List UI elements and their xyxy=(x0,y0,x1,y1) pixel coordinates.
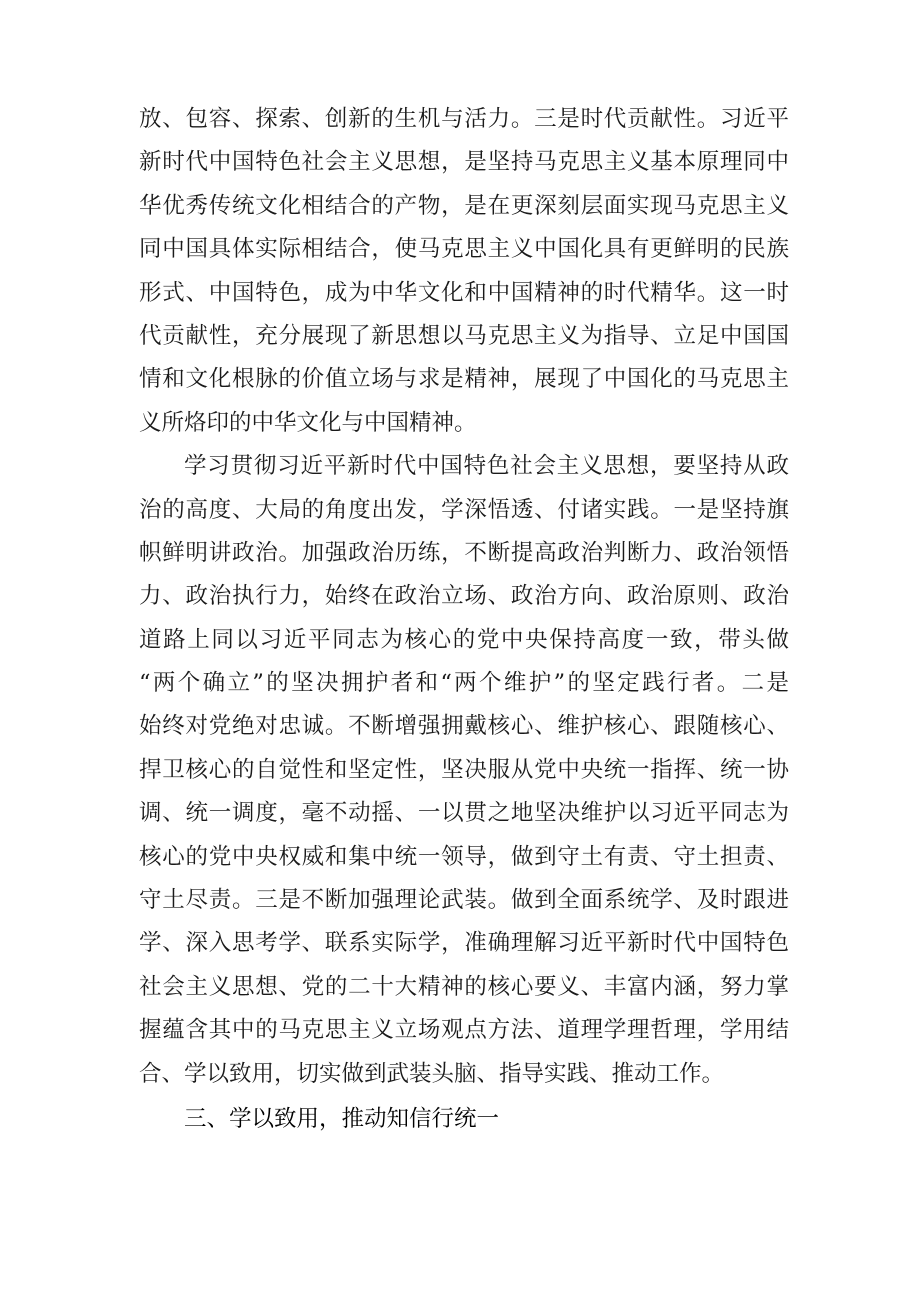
paragraph-line: 情和文化根脉的价值立场与求是精神，展现了中国化的马克思主 xyxy=(139,366,789,393)
paragraph-line: 握蕴含其中的马克思主义立场观点方法、道理学理哲理，学用结 xyxy=(139,1017,789,1044)
paragraph-line: 捍卫核心的自觉性和坚定性，坚决服从党中央统一指挥、统一协 xyxy=(139,756,789,783)
paragraph-line: 同中国具体实际相结合，使马克思主义中国化具有更鲜明的民族 xyxy=(139,236,789,263)
paragraph-1 xyxy=(139,98,789,445)
document-body xyxy=(139,98,789,1141)
paragraph-line: 调、统一调度，毫不动摇、一以贯之地坚决维护以习近平同志为 xyxy=(139,800,789,827)
paragraph-line: 学习贯彻习近平新时代中国特色社会主义思想，要坚持从政 xyxy=(184,453,789,480)
paragraph-line: “两个确立”的坚决拥护者和“两个维护”的坚定践行者。二是 xyxy=(139,670,789,697)
paragraph-line: 帜鲜明讲政治。加强政治历练，不断提高政治判断力、政治领悟 xyxy=(139,539,789,566)
paragraph-line: 治的高度、大局的角度出发，学深悟透、付诸实践。一是坚持旗 xyxy=(139,496,789,523)
paragraph-line: 义所烙印的中华文化与中国精神。 xyxy=(139,409,477,436)
paragraph-line: 始终对党绝对忠诚。不断增强拥戴核心、维护核心、跟随核心、 xyxy=(139,713,789,740)
paragraph-line: 核心的党中央权威和集中统一领导，做到守土有责、守土担责、 xyxy=(139,843,789,870)
paragraph-line: 学、深入思考学、联系实际学，准确理解习近平新时代中国特色 xyxy=(139,930,789,957)
paragraph-line: 守土尽责。三是不断加强理论武装。做到全面系统学、及时跟进 xyxy=(139,887,789,914)
paragraph-line: 道路上同以习近平同志为核心的党中央保持高度一致，带头做 xyxy=(139,626,789,653)
paragraph-2 xyxy=(139,445,789,1096)
paragraph-line: 代贡献性，充分展现了新思想以马克思主义为指导、立足中国国 xyxy=(139,322,789,349)
paragraph-line: 新时代中国特色社会主义思想，是坚持马克思主义基本原理同中 xyxy=(139,149,789,176)
section-heading: 三、学以致用，推动知信行统一 xyxy=(184,1105,500,1132)
paragraph-line: 力、政治执行力，始终在政治立场、政治方向、政治原则、政治 xyxy=(139,583,789,610)
paragraph-line: 华优秀传统文化相结合的产物，是在更深刻层面实现马克思主义 xyxy=(139,192,789,219)
paragraph-line: 社会主义思想、党的二十大精神的核心要义、丰富内涵，努力掌 xyxy=(139,973,789,1000)
paragraph-line: 形式、中国特色，成为中华文化和中国精神的时代精华。这一时 xyxy=(139,279,789,306)
paragraph-line: 放、包容、探索、创新的生机与活力。三是时代贡献性。习近平 xyxy=(139,106,789,132)
paragraph-line: 合、学以致用，切实做到武装头脑、指导实践、推动工作。 xyxy=(139,1060,725,1087)
